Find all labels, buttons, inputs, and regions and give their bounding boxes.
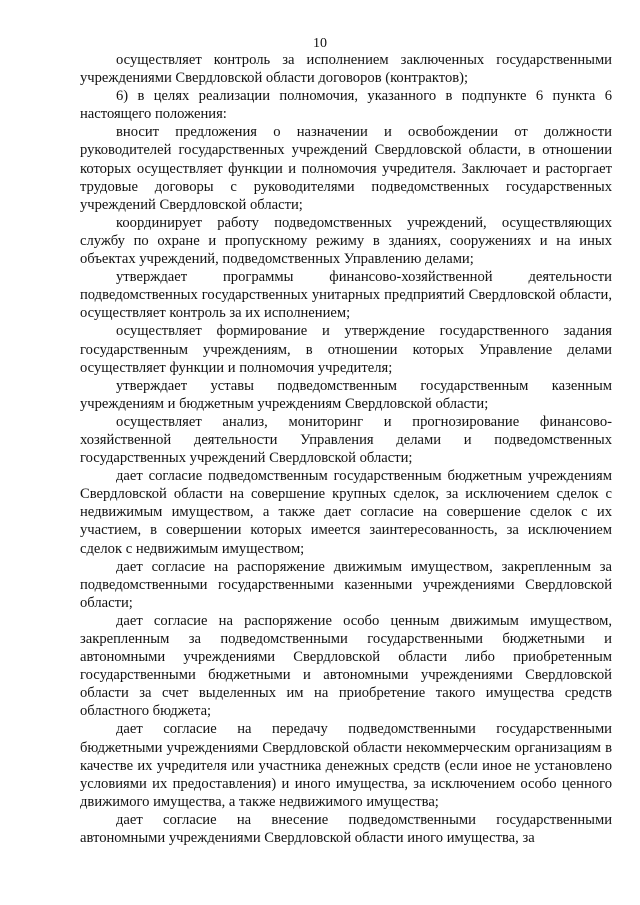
paragraph: осуществляет анализ, мониторинг и прогнозирование финансово-хозяйственной деятельности Управления делами и подведомственных государственных учреждений Свердловской области;: [80, 413, 612, 467]
paragraph: дает согласие на внесение подведомственными государственными автономными учреждениями Свердловской области иного имущества, за: [80, 811, 612, 847]
paragraph: дает согласие на передачу подведомственными государственными бюджетными учреждениями Свердловской области некоммерческим организациям в качестве их учредителя или участника денежных средств (если иное не установлено условиями их предоставления) и иного имущества, за исключением особо ценного движимого имущества, а также недвижимого имущества;: [80, 721, 612, 810]
paragraph: осуществляет контроль за исполнением заключенных государственными учреждениями Свердловской области договоров (контрактов);: [80, 52, 612, 87]
paragraph: дает согласие на распоряжение особо ценным движимым имуществом, закрепленным за подведомственными государственными бюджетными и автономными учреждениями Свердловской области либо приобретенным государственными бюджетными и автономными учреждениями Свердловской области за счет выделенных им на приобретение такого имущества средств областного бюджета;: [80, 612, 612, 720]
paragraph: осуществляет формирование и утверждение государственного задания государственным учреждениям, в отношении которых Управление делами осуществляет функции и полномочия учредителя;: [80, 323, 612, 376]
paragraph: координирует работу подведомственных учреждений, осуществляющих службу по охране и пропускному режиму в зданиях, сооружениях и на иных объектах учреждений, подведомственных Управлению делами;: [80, 214, 612, 268]
paragraph: вносит предложения о назначении и освобождении от должности руководителей государственных учреждений Свердловской области, в отношении которых осуществляет функции и полномочия учредителя. Заключает и расторгает трудовые договоры с руководителями подведомственных государственных учреждений Свердловской области;: [80, 124, 612, 213]
paragraph: 6) в целях реализации полномочия, указанного в подпункте 6 пункта 6 настоящего положения:: [80, 88, 612, 123]
paragraph: дает согласие подведомственным государственным бюджетным учреждениям Свердловской области на совершение крупных сделок, за исключением сделок с недвижимым имуществом, а также дает согласие на совершение сделок с их участием, в совершении которых имеется заинтересованность, за исключением сделок с недвижимым имуществом;: [80, 468, 612, 557]
page-number: 10: [313, 36, 327, 51]
paragraph: утверждает программы финансово-хозяйственной деятельности подведомственных государственных унитарных предприятий Свердловской области, осуществляет контроль за их исполнением;: [80, 269, 612, 322]
paragraph: дает согласие на распоряжение движимым имуществом, закрепленным за подведомственными государственными казенными учреждениями Свердловской области;: [80, 558, 612, 611]
paragraph: утверждает уставы подведомственным государственным казенным учреждениям и бюджетным учреждениям Свердловской области;: [80, 377, 612, 412]
document-body: [80, 51, 612, 847]
